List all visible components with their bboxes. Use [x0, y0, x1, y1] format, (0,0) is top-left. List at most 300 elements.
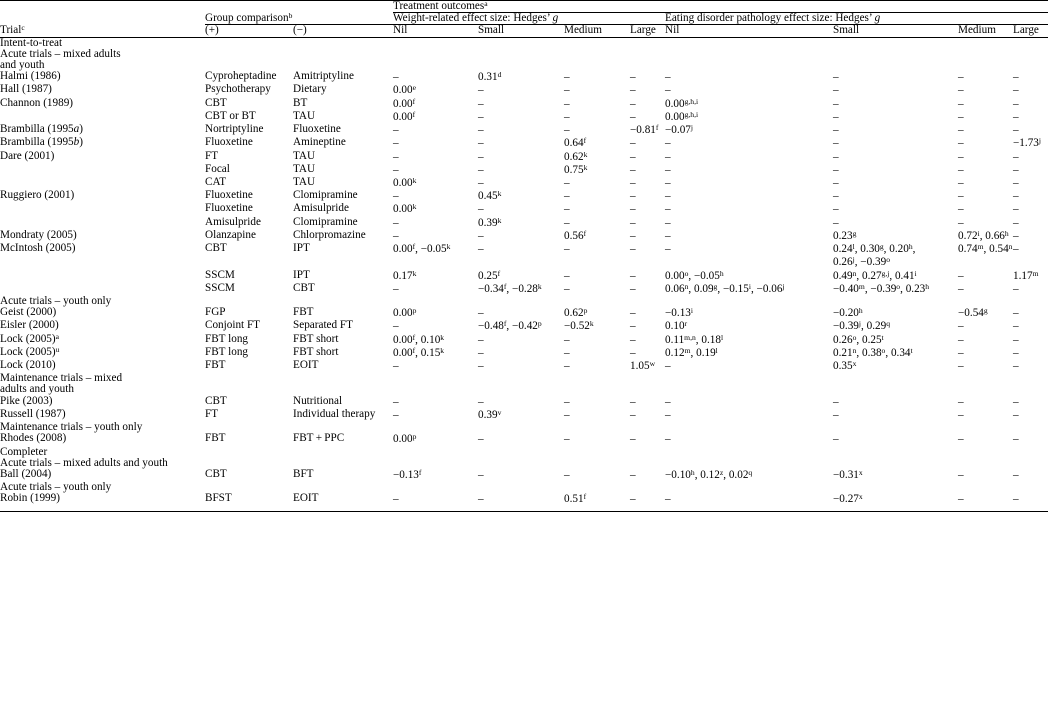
comparison-minus: IPT [293, 268, 310, 281]
comparison-plus: Fluoxetine [205, 136, 253, 149]
empty-cell [564, 482, 630, 493]
comparison-minus: BT [293, 96, 308, 109]
empty-cell [958, 422, 1013, 433]
value-edp-small: – [833, 110, 839, 123]
empty-cell [630, 49, 665, 60]
treatment-outcomes-sup: a [484, 0, 488, 8]
trial-sup: c [21, 22, 25, 32]
value-edp-nil: 0.00$^{g,h,i}$ [665, 96, 699, 110]
empty-cell [293, 384, 393, 395]
value-weight-small: – [478, 124, 484, 137]
value-edp-small: 0.26$^o$, 0.25$^t$ [833, 332, 884, 346]
value-weight-medium: – [564, 433, 570, 446]
column-header-weight-large: Large [630, 25, 665, 37]
comparison-plus: FT [205, 149, 219, 162]
comparison-plus: FBT [205, 432, 226, 445]
value-edp-large: – [1013, 307, 1019, 320]
empty-cell [1013, 60, 1048, 71]
trial-name [0, 217, 205, 230]
column-header-edp-nil: Nil [665, 25, 833, 37]
empty-cell [630, 458, 665, 469]
value-edp-medium: – [958, 282, 964, 295]
empty-cell [958, 458, 1013, 469]
comparison-plus: Nortriptyline [205, 123, 264, 136]
value-edp-small: – [833, 203, 839, 216]
value-edp-nil: 0.11$^{m,n}$, 0.18$^l$ [665, 332, 724, 346]
empty-cell [833, 49, 958, 60]
empty-cell [564, 422, 630, 433]
comparison-minus: CBT [293, 281, 315, 294]
value-weight-medium: – [564, 333, 570, 346]
header-blank-plus [205, 1, 293, 13]
empty-cell [1013, 482, 1048, 493]
empty-cell [478, 384, 564, 395]
value-edp-medium: – [958, 408, 964, 421]
column-header-weight-nil: Nil [393, 25, 478, 37]
value-weight-nil: 0.00$^k$ [393, 202, 417, 216]
value-weight-nil: 0.00e [393, 83, 416, 97]
empty-cell [1013, 384, 1048, 395]
value-weight-nil: 0.00$^f$ [393, 109, 416, 123]
value-edp-medium: – [958, 84, 964, 97]
empty-cell [205, 37, 293, 49]
value-weight-medium: – [564, 203, 570, 216]
group-comparison-label: Group comparison [205, 11, 289, 24]
empty-cell [564, 296, 630, 307]
empty-cell [665, 60, 833, 71]
empty-cell [1013, 458, 1048, 469]
value-weight-small: – [478, 110, 484, 123]
value-weight-nil: 0.00$^p$ [393, 305, 417, 320]
value-edp-medium: – [958, 97, 964, 110]
value-weight-nil: – [393, 150, 399, 163]
value-edp-nil: – [665, 84, 671, 97]
empty-cell [958, 37, 1013, 49]
empty-cell [630, 482, 665, 493]
trial-name: Russell (1987) [0, 407, 66, 420]
value-weight-large: – [630, 229, 636, 242]
value-edp-large: – [1013, 493, 1048, 511]
value-weight-small: – [478, 243, 484, 256]
empty-cell [833, 60, 958, 71]
value-weight-small: 0.45$^k$ [478, 189, 502, 203]
value-weight-nil: 0.00$^f$ [393, 96, 416, 110]
weight-effect-size-label: Weight-related effect size: Hedges’ [393, 12, 553, 25]
value-edp-small: – [833, 216, 839, 229]
value-weight-nil: – [393, 408, 399, 421]
value-edp-medium: – [958, 216, 964, 229]
empty-cell [665, 447, 833, 458]
value-edp-large: – [1013, 282, 1019, 295]
comparison-plus: FT [205, 407, 219, 420]
value-edp-medium: – [958, 110, 964, 123]
value-weight-nil: – [393, 124, 399, 137]
value-edp-nil: 0.06$^n$, 0.09$^g$, $-0.15^i$, $-0.06^j$ [665, 281, 785, 295]
value-weight-nil: – [393, 190, 399, 203]
empty-cell [1013, 447, 1048, 458]
value-edp-small: 0.49$^n$, 0.27$^{g,j}$, 0.41$^i$ [833, 268, 917, 282]
value-weight-large: – [630, 84, 636, 97]
comparison-minus: FBT short [293, 345, 339, 358]
empty-cell [630, 447, 665, 458]
comparison-plus: CBT [205, 467, 227, 480]
value-weight-medium: 0.64$^f$ [564, 136, 587, 150]
value-edp-small: – [833, 176, 839, 189]
trial-name [0, 203, 205, 216]
value-edp-small: 0.35$^x$ [833, 358, 857, 373]
comparison-minus: FBT + PPC [293, 432, 345, 445]
trial-name: Geist (2000) [0, 306, 57, 319]
trial-name: Brambilla (1995b) [0, 136, 83, 149]
value-edp-medium: 0.72$^i$, 0.66$^h$ [958, 228, 1009, 242]
value-edp-large: – [1013, 320, 1019, 333]
trial-name: Hall (1987) [0, 83, 52, 96]
value-edp-nil: – [665, 216, 671, 229]
empty-cell [833, 422, 958, 433]
value-weight-nil: 0.00$^f$, 0.10$^k$ [393, 332, 445, 346]
value-weight-large: – [630, 150, 636, 163]
comparison-minus: Dietary [293, 83, 327, 96]
value-weight-nil: 0.00$^f$, $-0.05^k$ [393, 241, 451, 256]
value-edp-small: $-0.40^m$, $-0.39^o$, 0.23$^h$ [833, 281, 930, 295]
value-weight-medium: – [564, 97, 570, 110]
value-weight-small: 0.39$^k$ [478, 215, 502, 229]
empty-cell [393, 37, 478, 49]
value-weight-large: – [630, 203, 636, 216]
comparison-minus: Clomipramine [293, 215, 358, 228]
empty-cell [630, 296, 665, 307]
value-weight-small: – [478, 84, 484, 97]
value-edp-medium: – [958, 346, 964, 359]
value-edp-medium: – [958, 433, 964, 446]
value-edp-nil: – [665, 408, 671, 421]
trial-name: Ruggiero (2001) [0, 189, 75, 202]
edp-hedges-g: g [874, 12, 881, 25]
value-weight-large: – [630, 493, 665, 511]
value-weight-medium: – [564, 84, 570, 97]
value-weight-medium: – [564, 216, 570, 229]
value-edp-small: $-0.27^x$ [833, 493, 958, 511]
comparison-plus: Psychotherapy [205, 83, 271, 96]
empty-cell [1013, 373, 1048, 384]
value-weight-large: – [630, 395, 636, 408]
trial-name: Lock $(2005)^a$ [0, 331, 59, 345]
value-edp-nil: – [665, 360, 671, 373]
empty-cell [205, 384, 293, 395]
value-edp-nil: $-0.13^i$ [665, 305, 694, 320]
value-weight-nil: 0.00$^p$ [393, 432, 417, 446]
value-weight-nil: – [393, 163, 399, 176]
value-edp-medium: – [958, 333, 964, 346]
value-edp-nil: 0.10$^r$ [665, 319, 688, 333]
value-weight-medium: – [564, 408, 570, 421]
comparison-plus: Olanzapine [205, 228, 256, 241]
value-weight-large: – [630, 320, 636, 333]
value-edp-large: – [1013, 176, 1019, 189]
comparison-minus: TAU [293, 175, 316, 188]
value-weight-small: – [478, 346, 484, 359]
empty-cell [665, 422, 833, 433]
value-weight-medium: – [564, 346, 570, 359]
section-label: Acute trials – youth only [0, 481, 112, 494]
section-label: Intent-to-treat [0, 36, 63, 49]
empty-cell [293, 373, 393, 384]
value-edp-medium: – [958, 150, 964, 163]
value-edp-large: – [1013, 433, 1019, 446]
trial-label: Trial [0, 23, 22, 36]
treatment-outcomes-label: Treatment outcomes [393, 0, 485, 12]
value-edp-small: $-0.39^j$, 0.29$^q$ [833, 319, 890, 333]
value-edp-large: – [1013, 229, 1019, 242]
empty-cell [833, 37, 958, 49]
value-edp-large: $-1.73^j$ [1013, 136, 1042, 150]
value-edp-large: – [1013, 360, 1019, 373]
comparison-minus: TAU [293, 162, 316, 175]
value-weight-small: – [478, 360, 484, 373]
comparison-minus: EOIT [293, 493, 393, 511]
empty-cell [205, 49, 293, 60]
empty-cell [393, 60, 478, 71]
value-weight-small: – [478, 229, 484, 242]
comparison-minus: TAU [293, 109, 316, 122]
empty-cell [478, 373, 564, 384]
value-weight-nil: 0.17$^k$ [393, 268, 417, 282]
value-weight-nil: – [393, 282, 399, 295]
value-weight-large: – [630, 216, 636, 229]
value-edp-nil: – [665, 150, 671, 163]
comparison-plus: Conjoint FT [205, 319, 261, 332]
empty-cell [630, 373, 665, 384]
comparison-plus: CBT [205, 242, 227, 255]
empty-cell [1013, 296, 1048, 307]
comparison-minus: Amitriptyline [293, 70, 354, 83]
empty-cell [205, 447, 293, 458]
comparison-plus: SSCM [205, 268, 235, 281]
value-edp-medium: – [958, 468, 964, 481]
column-header-edp-small: Small [833, 25, 958, 37]
value-weight-nil: – [393, 360, 399, 373]
comparison-plus: Fluoxetine [205, 202, 253, 215]
empty-cell [478, 482, 564, 493]
trial-name: McIntosh (2005) [0, 242, 76, 255]
comparison-plus: CBT [205, 394, 227, 407]
value-edp-nil: −0.10$^h$, 0.12$^z$, 0.02$^q$ [665, 467, 753, 481]
empty-cell [1013, 49, 1048, 60]
comparison-minus: FBT short [293, 332, 339, 345]
value-weight-small: – [478, 433, 484, 446]
value-edp-nil: 0.00$^{g,h,i}$ [665, 109, 699, 123]
value-weight-medium: – [564, 468, 570, 481]
section-label: and youth [0, 59, 45, 72]
value-weight-nil: – [393, 229, 399, 242]
treatment-outcomes-spanner [393, 1, 1048, 13]
table-header [0, 1, 1048, 38]
value-weight-large: – [630, 163, 636, 176]
empty-cell [630, 37, 665, 49]
header-row-columns [0, 25, 1048, 37]
value-weight-medium: $-0.52^k$ [564, 319, 594, 333]
value-edp-nil: – [665, 71, 671, 84]
value-edp-nil: – [665, 137, 671, 150]
trial-name: Lock (2010) [0, 359, 56, 372]
edp-effect-size-label: Eating disorder pathology effect size: Hedges’ [665, 12, 875, 25]
empty-cell [665, 373, 833, 384]
value-edp-small: – [833, 190, 839, 203]
value-edp-large: – [1013, 468, 1019, 481]
value-weight-nil: – [393, 71, 399, 84]
trial-name: Ball (2004) [0, 467, 52, 480]
value-weight-nil: – [393, 216, 399, 229]
column-header-weight-medium: Medium [564, 25, 630, 37]
empty-cell [833, 296, 958, 307]
column-header-weight-small: Small [478, 25, 564, 37]
value-weight-large: – [630, 97, 636, 110]
table-body [0, 37, 1048, 511]
empty-cell [564, 60, 630, 71]
value-weight-large: – [630, 269, 636, 282]
empty-cell [958, 49, 1013, 60]
value-edp-medium: – [958, 395, 964, 408]
value-edp-small: – [833, 408, 839, 421]
value-weight-medium: 0.62$^p$ [564, 305, 588, 320]
empty-cell [293, 49, 393, 60]
empty-cell [1013, 422, 1048, 433]
value-weight-medium: – [564, 176, 570, 189]
value-weight-small: – [478, 163, 484, 176]
value-weight-large: – [630, 190, 636, 203]
comparison-minus: IPT [293, 242, 310, 255]
value-weight-small: – [478, 493, 564, 511]
column-header-edp-large: Large [1013, 25, 1048, 37]
empty-cell [833, 384, 958, 395]
comparison-minus: Individual therapy [293, 407, 376, 420]
value-weight-small: 0.39$^v$ [478, 407, 502, 421]
value-edp-large: – [1013, 395, 1019, 408]
comparison-minus: Clomipramine [293, 189, 358, 202]
empty-cell [564, 384, 630, 395]
comparison-minus: FBT [293, 306, 314, 319]
empty-cell [665, 37, 833, 49]
value-edp-nil: – [665, 243, 671, 256]
trial-name: Mondraty (2005) [0, 228, 77, 241]
comparison-minus: Amisulpride [293, 202, 349, 215]
comparison-plus: SSCM [205, 281, 235, 294]
empty-cell [958, 373, 1013, 384]
empty-cell [478, 60, 564, 71]
empty-cell [958, 384, 1013, 395]
comparison-plus: Focal [205, 162, 230, 175]
trial-name: Lock $(2005)^u$ [0, 344, 60, 358]
empty-cell [665, 384, 833, 395]
value-weight-medium: – [564, 110, 570, 123]
value-weight-large: – [630, 408, 636, 421]
weight-hedges-g: g [552, 12, 559, 25]
value-weight-large: – [630, 71, 636, 84]
value-weight-small: – [478, 203, 484, 216]
value-edp-large: – [1013, 124, 1019, 137]
empty-cell [833, 447, 958, 458]
comparison-minus: Amineptine [293, 136, 346, 149]
empty-cell [564, 49, 630, 60]
value-weight-medium: – [564, 360, 570, 373]
value-weight-nil: – [393, 395, 399, 408]
value-edp-large: 1.17$^m$ [1013, 268, 1039, 282]
value-edp-large: – [1013, 346, 1019, 359]
value-weight-medium: – [564, 269, 570, 282]
value-edp-medium: – [958, 203, 964, 216]
value-weight-large: −0.81$^f$ [630, 122, 659, 137]
empty-cell [564, 373, 630, 384]
comparison-minus: Chlorpromazine [293, 228, 366, 241]
trial-name: Eisler (2000) [0, 319, 59, 332]
value-edp-small: −0.20$^h$ [833, 305, 863, 320]
value-edp-nil: – [665, 163, 671, 176]
value-edp-small: – [833, 84, 839, 97]
value-weight-small: – [478, 395, 484, 408]
trial-name: Channon (1989) [0, 96, 74, 109]
empty-cell [478, 447, 564, 458]
value-weight-small: −0.34$^f$, $-0.28^k$ [478, 281, 542, 295]
comparison-plus: FBT long [205, 345, 249, 358]
value-weight-small: – [478, 150, 484, 163]
empty-cell [393, 373, 478, 384]
value-weight-medium: 0.56$^f$ [564, 228, 587, 242]
empty-cell [665, 49, 833, 60]
section-label: Acute trials – youth only [0, 294, 112, 307]
value-weight-small: – [478, 97, 484, 110]
value-weight-small: 0.31$^d$ [478, 70, 502, 84]
value-edp-large: – [1013, 333, 1019, 346]
value-weight-medium: – [564, 190, 570, 203]
trial-name: Halmi (1986) [0, 70, 61, 83]
column-header-plus: (+) [205, 25, 293, 37]
empty-cell [958, 60, 1013, 71]
value-edp-nil: – [665, 433, 671, 446]
comparison-minus: TAU [293, 149, 316, 162]
value-edp-large: – [1013, 110, 1019, 123]
comparison-plus: CBT [205, 96, 227, 109]
value-edp-small: – [833, 395, 839, 408]
empty-cell [478, 458, 564, 469]
group-comparison-sup: b [288, 10, 293, 20]
value-edp-large: – [1013, 243, 1019, 256]
value-edp-medium: – [958, 190, 964, 203]
empty-cell [833, 373, 958, 384]
column-header-edp-medium: Medium [958, 25, 1013, 37]
value-weight-small: −0.48$^f$, $-0.42^p$ [478, 319, 542, 333]
empty-cell [958, 447, 1013, 458]
trial-name: Brambilla (1995a) [0, 123, 83, 136]
empty-cell [293, 447, 393, 458]
value-edp-medium: – [958, 163, 964, 176]
value-edp-large: – [1013, 150, 1019, 163]
value-weight-large: – [630, 282, 636, 295]
empty-cell [630, 422, 665, 433]
value-weight-nil: 0.00$^k$ [393, 175, 417, 189]
value-edp-small: 0.23$^g$ [833, 228, 857, 242]
group-comparison-spanner [205, 10, 393, 25]
value-edp-medium: – [958, 320, 964, 333]
trial-name [0, 164, 205, 177]
value-weight-medium: – [564, 71, 570, 84]
value-weight-large: – [630, 176, 636, 189]
trial-name [0, 283, 205, 296]
comparison-plus: FGP [205, 306, 226, 319]
empty-cell [393, 422, 478, 433]
empty-cell [665, 482, 833, 493]
value-weight-large: – [630, 137, 636, 150]
section-label: Maintenance trials – youth only [0, 421, 143, 434]
